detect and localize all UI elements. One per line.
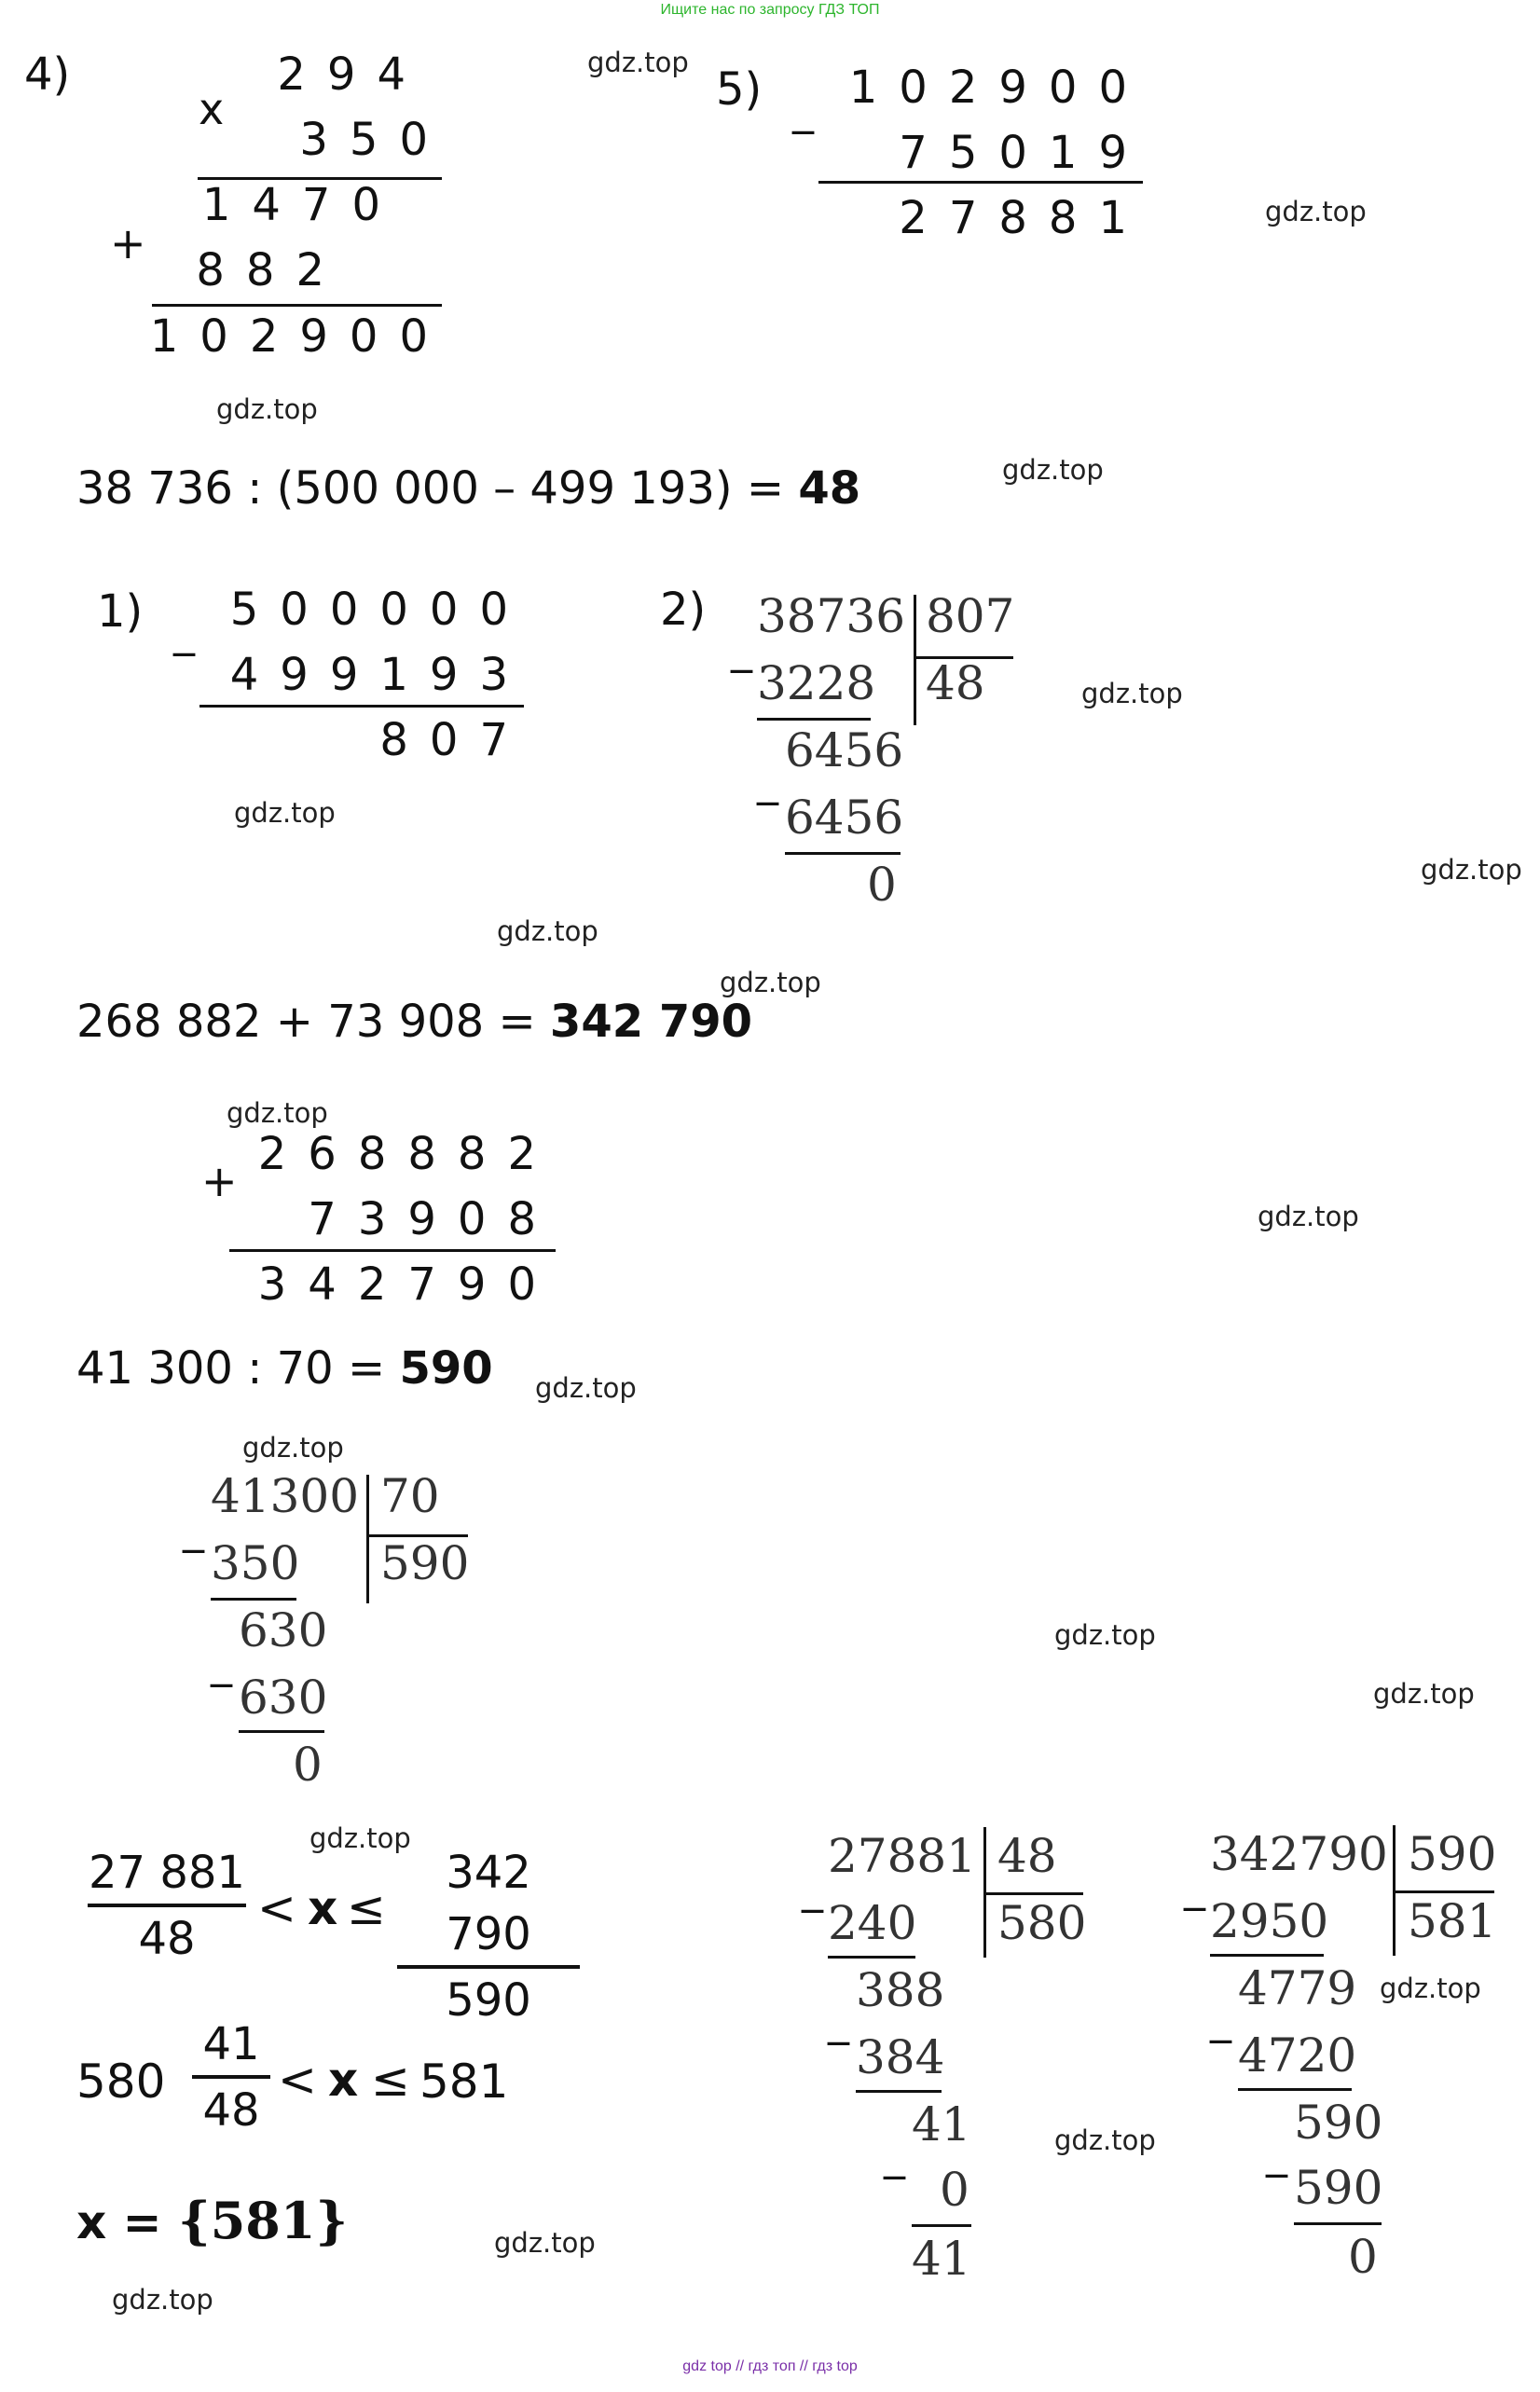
watermark: gdz.top: [309, 1822, 411, 1854]
minus-sign: _: [757, 755, 778, 805]
rule-line: [1294, 2222, 1382, 2225]
subtract-step: 350: [211, 1536, 300, 1590]
remainder-step: 630: [239, 1603, 328, 1657]
rule-line: [211, 1598, 296, 1601]
minus-sign: _: [1210, 1993, 1231, 2043]
dividend: 342790: [1210, 1827, 1388, 1881]
divisor: 48: [997, 1829, 1057, 1883]
subtract-step: 0: [940, 2163, 969, 2217]
dividend: 38736: [757, 589, 906, 643]
less-equal-sign: ≤: [371, 2053, 410, 2107]
fraction-left: [88, 1842, 246, 1971]
numerator: 27 881: [89, 1847, 245, 1899]
watermark: gdz.top: [535, 1372, 637, 1404]
plus-sign: +: [201, 1156, 238, 1206]
quotient: 48: [926, 656, 985, 710]
dividend: 41300: [211, 1469, 360, 1523]
step-label: 2): [660, 584, 707, 636]
subtract-step: 630: [239, 1670, 328, 1725]
watermark: gdz.top: [1054, 2124, 1156, 2156]
rule-line: [912, 2224, 971, 2227]
minus-sign: _: [802, 1863, 823, 1913]
minus-sign: _: [884, 2129, 905, 2179]
remainder-step: 590: [1294, 2096, 1383, 2150]
subtrahend: 499193: [229, 649, 529, 701]
divisor: 590: [1408, 1827, 1497, 1881]
times-sign: x: [199, 84, 225, 134]
less-than-sign: <: [278, 2053, 317, 2107]
watermark: gdz.top: [227, 1097, 328, 1129]
minuend: 500000: [229, 584, 529, 636]
divisor: 70: [380, 1469, 440, 1523]
partial-product-2: 882: [196, 244, 346, 296]
expression-1: [76, 462, 860, 515]
denominator: 48: [202, 2084, 260, 2137]
answer-prefix: x =: [76, 2195, 178, 2249]
subtract-step: 384: [856, 2030, 945, 2084]
fraction-part: [192, 2014, 270, 2142]
rule-line: [239, 1730, 324, 1733]
partial-product-1: 1470: [201, 179, 402, 231]
watermark: gdz.top: [1002, 454, 1104, 486]
remainder: 41: [912, 2232, 971, 2286]
rule-line: [828, 1956, 915, 1959]
factor-2: 350: [299, 114, 449, 166]
watermark: gdz.top: [1054, 1619, 1156, 1651]
subtract-step: 6456: [785, 790, 904, 845]
divisor: 807: [926, 589, 1015, 643]
watermark: gdz.top: [216, 393, 318, 425]
watermark: gdz.top: [242, 1432, 344, 1464]
difference: 807: [379, 714, 529, 766]
expression-2: [76, 996, 752, 1048]
watermark: gdz.top: [1258, 1201, 1359, 1232]
subtract-step: 3228: [757, 656, 876, 710]
less-than-sign: <: [257, 1881, 296, 1935]
division-bar-vertical: [366, 1475, 369, 1603]
rule-line: [1210, 1954, 1324, 1957]
rule-line: [856, 2090, 942, 2093]
difference: 27881: [899, 192, 1148, 244]
remainder-step: 6456: [785, 723, 904, 777]
remainder: 0: [293, 1738, 323, 1792]
watermark: gdz.top: [1380, 1973, 1481, 2004]
variable-x: x: [308, 1881, 338, 1935]
rule-line: [229, 1249, 556, 1252]
denominator: 590: [446, 1974, 531, 2027]
watermark: gdz.top: [234, 797, 336, 829]
whole-part: 580: [76, 2055, 166, 2109]
watermark: gdz.top: [497, 915, 598, 947]
product: 102900: [149, 310, 449, 363]
minus-sign: _: [828, 1995, 849, 2045]
subtract-step: 590: [1294, 2161, 1383, 2215]
watermark: gdz.top: [112, 2284, 213, 2316]
minus-sign: _: [1266, 2127, 1287, 2178]
answer-set: {581}: [177, 2191, 349, 2250]
quotient: 590: [380, 1536, 470, 1590]
dividend: 27881: [828, 1829, 977, 1883]
minus-sign: _: [731, 623, 752, 673]
remainder-step: 4779: [1238, 1961, 1357, 2015]
quotient: 581: [1408, 1894, 1497, 1948]
upper-bound: 581: [419, 2055, 509, 2109]
minus-sign: _: [792, 84, 814, 134]
final-answer: [76, 2191, 348, 2250]
rule-line: [1238, 2088, 1352, 2091]
problem-label: 4): [24, 48, 71, 101]
expression-3: [76, 1342, 493, 1395]
sum: 342790: [257, 1258, 557, 1311]
watermark: gdz.top: [587, 47, 689, 78]
step-label: 1): [97, 585, 144, 638]
expression-answer: 590: [399, 1342, 493, 1395]
minus-sign: _: [183, 1503, 204, 1553]
expression-text: 41 300 : 70 =: [76, 1342, 400, 1395]
division-bar-vertical: [914, 595, 916, 725]
minus-sign: _: [211, 1637, 232, 1687]
addend-2: 73908: [308, 1193, 557, 1245]
plus-sign: +: [110, 218, 146, 268]
less-equal-sign: ≤: [347, 1881, 386, 1935]
subtract-step: 2950: [1210, 1894, 1329, 1948]
watermark: gdz.top: [1421, 854, 1522, 886]
problem-label: 5): [716, 63, 763, 116]
addend-1: 268882: [257, 1128, 557, 1180]
division-bar-horizontal: [1396, 1890, 1494, 1893]
remainder-step: 388: [856, 1963, 945, 2017]
remainder: 0: [1348, 2230, 1378, 2284]
minus-sign: _: [173, 606, 195, 656]
expression-answer: 48: [798, 462, 861, 515]
factor-1: 294: [277, 48, 427, 101]
top-banner: Ищите нас по запросу ГДЗ ТОП: [660, 2, 880, 18]
watermark: gdz.top: [1265, 196, 1367, 227]
watermark: gdz.top: [494, 2227, 596, 2259]
subtract-step: 240: [828, 1896, 917, 1950]
rule-line: [757, 718, 871, 721]
watermark: gdz.top: [1081, 678, 1183, 709]
rule-line: [785, 852, 901, 855]
expression-text: 38 736 : (500 000 – 499 193) =: [76, 462, 799, 515]
division-bar-horizontal: [986, 1892, 1083, 1895]
numerator: 41: [202, 2018, 260, 2070]
remainder-step: 41: [912, 2097, 971, 2151]
minus-sign: _: [1184, 1861, 1205, 1911]
bottom-banner: gdz top // гдз топ // гдз top: [682, 2358, 858, 2374]
subtrahend: 75019: [899, 127, 1148, 179]
denominator: 48: [138, 1913, 196, 1965]
remainder: 0: [867, 858, 897, 912]
watermark: gdz.top: [720, 967, 821, 998]
subtract-step: 4720: [1238, 2028, 1357, 2083]
rule-line: [199, 705, 524, 708]
quotient: 580: [997, 1896, 1087, 1950]
expression-answer: 342 790: [549, 996, 753, 1048]
rule-line: [152, 304, 442, 307]
variable-x: x: [328, 2053, 359, 2107]
numerator: 342 790: [446, 1847, 531, 1960]
watermark: gdz.top: [1373, 1678, 1475, 1710]
expression-text: 268 882 + 73 908 =: [76, 996, 550, 1048]
fraction-right: [397, 1842, 580, 2032]
rule-line: [818, 181, 1143, 184]
minuend: 102900: [848, 62, 1148, 114]
